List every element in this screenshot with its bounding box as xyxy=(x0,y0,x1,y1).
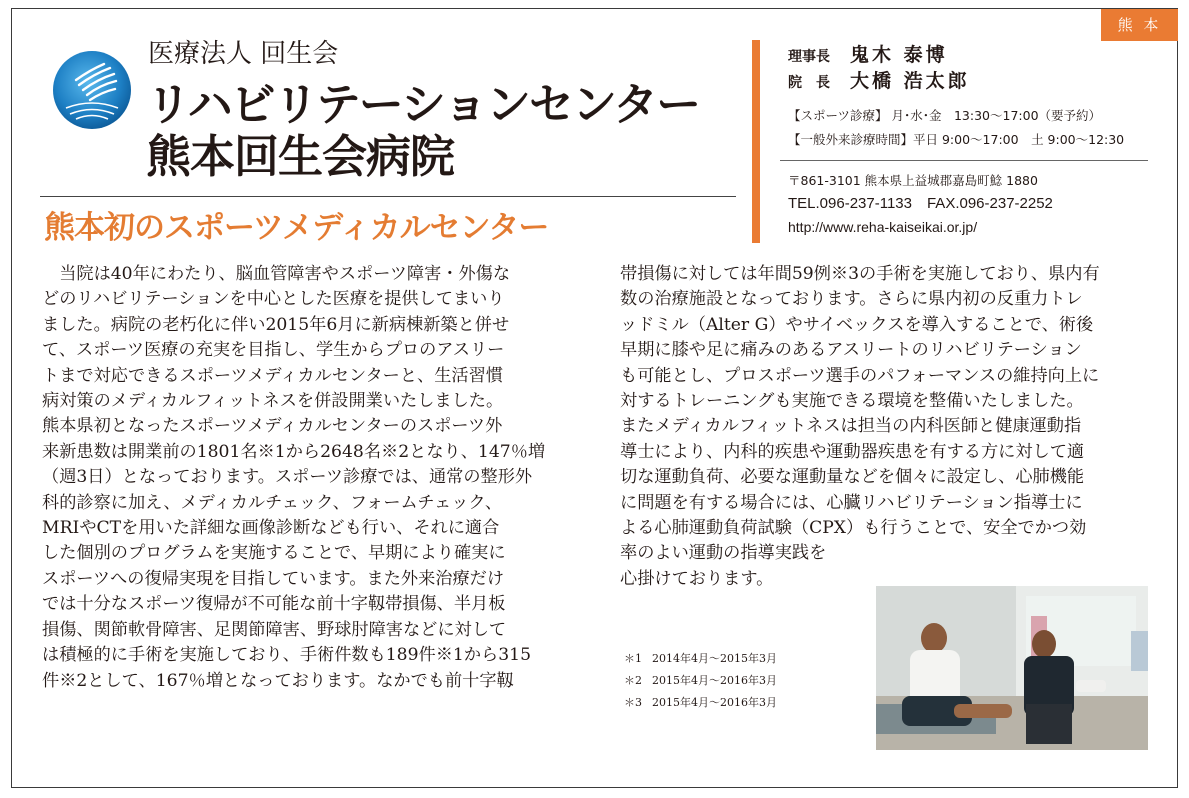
org-type: 医療法人 回生会 xyxy=(148,39,339,69)
body-line: トまで対応できるスポーツメディカルセンターと、生活習慣 xyxy=(42,365,503,386)
address: 〒861-3101 熊本県上益城郡嘉島町鯰 1880 xyxy=(788,173,1038,188)
body-column-left xyxy=(42,262,582,694)
body-line: 帯損傷に対しては年間59例※3の手術を実施しており、県内有 xyxy=(620,264,1100,284)
staff-name: 鬼木 泰博 xyxy=(850,44,948,66)
staff-name: 大橋 浩太郎 xyxy=(850,70,970,92)
footnote-text: 2015年4月～2016年3月 xyxy=(652,674,777,687)
body-line: またメディカルフィットネスは担当の内科医師と健康運動指 xyxy=(620,416,1082,437)
footnotes xyxy=(624,648,777,714)
body-line: 心掛けております。 xyxy=(620,568,774,589)
header-divider xyxy=(40,196,736,197)
footnote-mark: ＊3 xyxy=(624,696,642,709)
body-line: 率のよい運動の指導実践を xyxy=(620,543,827,564)
body-line: 科的診察に加え、メディカルチェック、フォームチェック、 xyxy=(42,492,503,513)
staff-role: 院 長 xyxy=(788,75,830,91)
body-line: した個別のプログラムを実施することで、早期により確実に xyxy=(42,543,506,564)
staff-chairman xyxy=(788,44,948,68)
body-line: も可能とし、プロスポーツ選手のパフォーマンスの維持向上に xyxy=(620,365,1100,386)
body-line: ッドミル（Alter G）やサイベックスを導入することで、術後 xyxy=(620,314,1094,335)
staff-role: 理事長 xyxy=(788,49,830,65)
hospital-logo-icon xyxy=(52,50,132,130)
body-line: 件※2として、167％増となっております。なかでも前十字靱 xyxy=(42,670,514,691)
body-column-right xyxy=(620,262,1160,592)
body-line: どのリハビリテーションを中心とした医療を提供してまいり xyxy=(42,289,505,310)
body-line: 当院は40年にわたり、脳血管障害やスポーツ障害・外傷な xyxy=(42,264,511,284)
footnote-mark: ＊2 xyxy=(624,674,642,687)
sports-hours: 【スポーツ診療】 月･水･金 13:30～17:00（要予約） xyxy=(788,108,1102,123)
body-line: よる心肺運動負荷試験（CPX）も行うことで、安全でかつ効 xyxy=(620,518,1087,539)
body-line: は積極的に手術を実施しており、手術件数も189件※1から315 xyxy=(42,645,532,666)
body-line: 対するトレーニングも実施できる環境を整備いたしました。 xyxy=(620,391,1084,412)
hospital-name-line1: リハビリテーションセンター xyxy=(146,78,700,131)
body-line: 損傷、関節軟骨障害、足関節障害、野球肘障害などに対して xyxy=(42,619,507,640)
phone-fax: TEL.096-237-1133 FAX.096-237-2252 xyxy=(788,195,1053,212)
body-line: MRIやCTを用いた詳細な画像診断なども行い、それに適合 xyxy=(42,518,500,539)
general-hours: 【一般外来診療時間】平日 9:00～17:00 土 9:00～12:30 xyxy=(788,132,1125,147)
footnote-text: 2014年4月～2015年3月 xyxy=(652,652,777,665)
body-line: 熊本県初となったスポーツメディカルセンターのスポーツ外 xyxy=(42,416,503,437)
body-line: では十分なスポーツ復帰が不可能な前十字靱帯損傷、半月板 xyxy=(42,594,506,615)
footnote xyxy=(624,670,777,692)
staff-director xyxy=(788,70,970,94)
website-link[interactable]: http://www.reha-kaiseikai.or.jp/ xyxy=(788,219,978,235)
hospital-name-line2: 熊本回生会病院 xyxy=(146,130,455,183)
contact-divider xyxy=(780,160,1148,161)
footnote-text: 2015年4月～2016年3月 xyxy=(652,696,777,709)
accent-bar xyxy=(752,40,760,243)
body-line: 数の治療施設となっております。さらに県内初の反重力トレ xyxy=(620,289,1083,310)
region-tag: 熊 本 xyxy=(1101,9,1178,41)
body-line: て、スポーツ医療の充実を目指し、学生からプロのアスリー xyxy=(42,340,505,361)
footnote-mark: ＊1 xyxy=(624,652,642,665)
body-line: ました。病院の老朽化に伴い2015年6月に新病棟新築と併せ xyxy=(42,314,510,335)
body-line: に問題を有する場合には、心臓リハビリテーション指導士に xyxy=(620,492,1083,513)
body-line: 早期に膝や足に痛みのあるアスリートのリハビリテーション xyxy=(620,340,1082,361)
body-line: 切な運動負荷、必要な運動量などを個々に設定し、心肺機能 xyxy=(620,467,1085,488)
consultation-photo xyxy=(876,586,1148,750)
body-line: 導士により、内科的疾患や運動器疾患を有する方に対して適 xyxy=(620,441,1085,462)
body-line: （週3日）となっております。スポーツ診療では、通常の整形外 xyxy=(42,467,533,488)
body-line: スポーツへの復帰実現を目指しています。また外来治療だけ xyxy=(42,568,505,589)
body-line: 来新患数は開業前の1801名※1から2648名※2となり、147％増 xyxy=(42,441,546,462)
footnote xyxy=(624,692,777,714)
footnote xyxy=(624,648,777,670)
body-line: 病対策のメディカルフィットネスを併設開業いたしました。 xyxy=(42,391,504,412)
headline: 熊本初のスポーツメディカルセンター xyxy=(44,210,549,246)
